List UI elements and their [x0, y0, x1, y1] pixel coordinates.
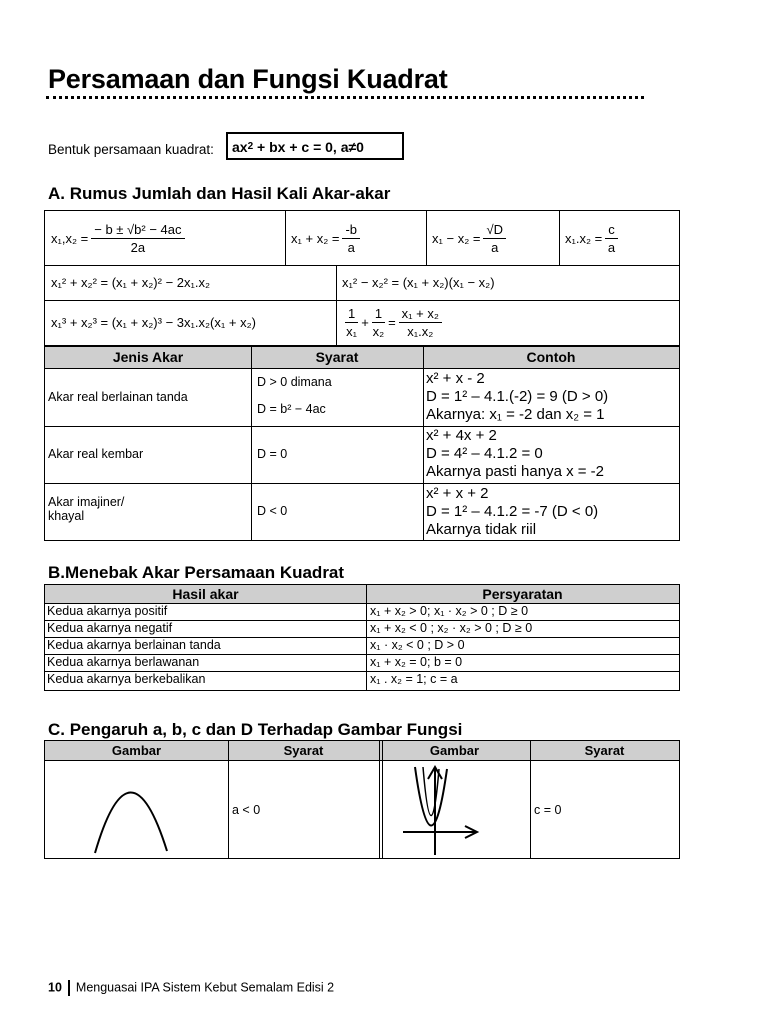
roots-denominator: 2a: [130, 239, 146, 255]
gambar-row-divider: [45, 760, 679, 761]
diff-formula: [426, 211, 559, 265]
sq-diff-formula: x₁² − x₂² = (x₁ + x₂)(x₁ − x₂): [342, 275, 495, 290]
bentuk-formula-a: ax: [232, 139, 248, 155]
recip-fraction-1: [345, 306, 358, 339]
gambar-col-divider: [530, 741, 531, 858]
hasil-row-3: Kedua akarnya berlainan tanda: [47, 638, 221, 652]
syarat-b-row-4: x₁ + x₂ = 0; b = 0: [370, 655, 463, 669]
reciprocal-formula: [336, 300, 679, 345]
gambar-col-divider: [382, 741, 383, 858]
title-dotted-divider: [46, 96, 644, 99]
header-contoh: Contoh: [526, 349, 576, 365]
header-jenis-akar: Jenis Akar: [112, 349, 184, 365]
section-a-heading: A. Rumus Jumlah dan Hasil Kali Akar-akar: [48, 184, 391, 203]
downward-parabola-graph: [85, 763, 195, 855]
jenis-row-divider: [45, 426, 679, 427]
prod-numerator: c: [605, 222, 618, 239]
prod-formula: [559, 211, 679, 265]
header-hasil-akar: Hasil akar: [172, 586, 239, 602]
bentuk-label: Bentuk persamaan kuadrat:: [48, 142, 214, 157]
diff-denominator: a: [491, 239, 499, 255]
bentuk-formula-sup: 2: [247, 141, 254, 152]
header-gambar-1: Gambar: [111, 743, 162, 758]
header-syarat-1: Syarat: [283, 743, 324, 758]
contoh-row-3-line-2: D = 1² – 4.1.2 = -7 (D < 0): [426, 503, 599, 520]
header-syarat-2: Syarat: [584, 743, 625, 758]
prod-lhs: x₁.x₂ =: [565, 230, 603, 246]
recip-d1: x₁: [346, 324, 358, 339]
page-number: 10: [48, 980, 62, 995]
recip-n3: x₁ + x₂: [399, 306, 442, 323]
page-footer: [48, 980, 334, 996]
contoh-row-3-line-1: x² + x + 2: [426, 485, 489, 502]
sum-lhs: x₁ + x₂ =: [291, 230, 340, 246]
sum-formula: [285, 211, 426, 265]
syarat-row-1b: D = b² − 4ac: [257, 402, 326, 416]
jenis-akar-table: [44, 346, 680, 541]
syarat-b-row-2: x₁ + x₂ < 0 ; x₂ · x₂ > 0 ; D ≥ 0: [370, 621, 533, 635]
formula-table: [44, 210, 680, 346]
contoh-row-2-line-3: Akarnya pasti hanya x = -2: [426, 463, 605, 480]
header-gambar-2: Gambar: [429, 743, 480, 758]
recip-eq: =: [388, 315, 396, 330]
gambar-fungsi-table: [44, 740, 680, 859]
footer-divider: [68, 980, 70, 996]
jenis-row-3: Akar imajiner/ khayal: [48, 495, 125, 523]
roots-fraction: [91, 222, 184, 255]
jenis-row-1: Akar real berlainan tanda: [48, 390, 188, 404]
recip-fraction-3: [399, 306, 442, 339]
diff-fraction: [483, 222, 506, 255]
hasil-row-1: Kedua akarnya positif: [47, 604, 168, 618]
cube-sum-formula: x₁³ + x₂³ = (x₁ + x₂)³ − 3x₁.x₂(x₁ + x₂): [51, 315, 256, 330]
hasil-row-2: Kedua akarnya negatif: [47, 621, 173, 635]
menebak-akar-table: [44, 584, 680, 691]
diff-lhs: x₁ − x₂ =: [432, 230, 481, 246]
recip-plus: +: [361, 315, 369, 330]
syarat-b-row-3: x₁ · x₂ < 0 ; D > 0: [370, 638, 465, 652]
prod-fraction: [605, 222, 618, 255]
syarat-b-row-1: x₁ + x₂ > 0; x₁ · x₂ > 0 ; D ≥ 0: [370, 604, 529, 618]
jenis-col-divider: [423, 347, 424, 540]
roots-lhs: x₁,x₂ =: [51, 230, 89, 246]
roots-numerator: − b ± √b² − 4ac: [91, 222, 184, 239]
header-persyaratan: Persyaratan: [482, 586, 563, 602]
contoh-row-2-line-1: x² + 4x + 2: [426, 427, 497, 444]
section-c-heading: C. Pengaruh a, b, c dan D Terhadap Gambar Fungsi: [48, 720, 463, 739]
syarat-row-2: D = 0: [257, 447, 288, 461]
jenis-row-divider: [45, 483, 679, 484]
contoh-row-2-line-2: D = 4² – 4.1.2 = 0: [426, 445, 543, 462]
contoh-row-1-line-2: D = 1² – 4.1.(-2) = 9 (D > 0): [426, 388, 609, 405]
jenis-row-2: Akar real kembar: [48, 447, 144, 461]
section-b-heading: B.Menebak Akar Persamaan Kuadrat: [48, 563, 345, 582]
syarat-c-1: a < 0: [232, 803, 261, 817]
jenis-row-divider: [45, 368, 679, 369]
syarat-row-3: D < 0: [257, 504, 288, 518]
hasil-row-4: Kedua akarnya berlawanan: [47, 655, 200, 669]
gambar-col-divider: [379, 741, 380, 858]
syarat-row-1a: D > 0 dimana: [257, 375, 332, 389]
bentuk-formula-b: + bx + c = 0, a≠0: [253, 139, 364, 155]
contoh-row-1-line-1: x² + x - 2: [426, 370, 485, 387]
recip-n2: 1: [372, 306, 385, 323]
syarat-c-2: c = 0: [534, 803, 562, 817]
hasil-row-5: Kedua akarnya berkebalikan: [47, 672, 206, 686]
prod-denominator: a: [607, 239, 616, 255]
syarat-b-row-5: x₁ . x₂ = 1; c = a: [370, 672, 458, 686]
sum-fraction: [342, 222, 360, 255]
diff-numerator: √D: [483, 222, 506, 239]
sum-numerator: -b: [342, 222, 360, 239]
contoh-row-3-line-3: Akarnya tidak riil: [426, 521, 537, 538]
book-title: Menguasai IPA Sistem Kebut Semalam Edisi 2: [75, 980, 335, 995]
sum-denominator: a: [347, 239, 355, 255]
recip-fraction-2: [372, 306, 385, 339]
sq-sum-formula: x₁² + x₂² = (x₁ + x₂)² − 2x₁.x₂: [51, 275, 211, 290]
roots-formula: [45, 211, 285, 265]
contoh-row-1-line-3: Akarnya: x₁ = -2 dan x₂ = 1: [426, 406, 605, 423]
gambar-col-divider: [228, 741, 229, 858]
recip-d3: x₁.x₂: [407, 324, 434, 339]
bentuk-formula-box: [226, 132, 404, 160]
recip-n1: 1: [345, 306, 358, 323]
jenis-col-divider: [251, 347, 252, 540]
recip-d2: x₂: [372, 324, 385, 339]
header-syarat: Syarat: [315, 349, 359, 365]
page-title: Persamaan dan Fungsi Kuadrat: [48, 64, 448, 94]
origin-parabola-graph: [395, 763, 515, 857]
